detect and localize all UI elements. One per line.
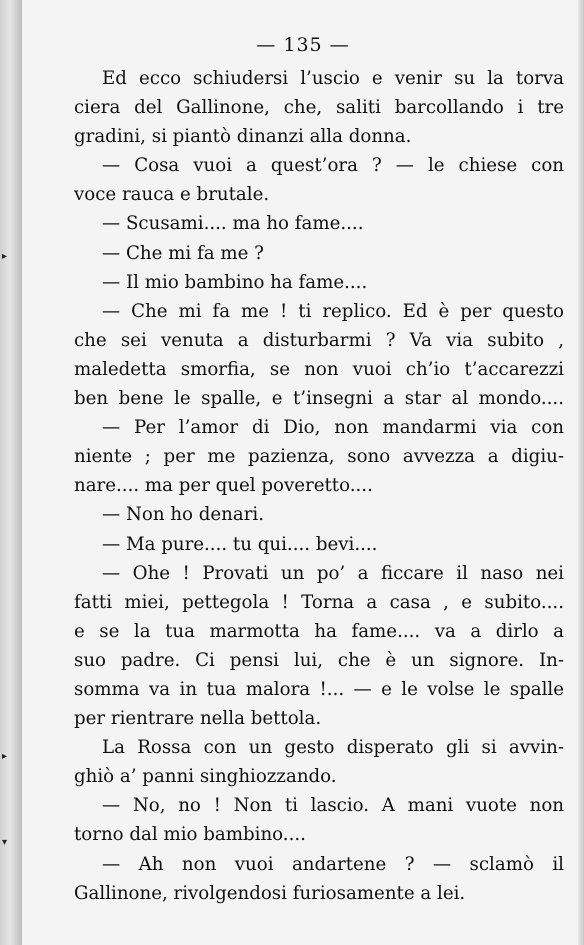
- text-line: ghiò a’ panni singhiozzando.: [74, 766, 337, 788]
- text-line: — Cosa vuoi a quest’ora ? — le chiese con: [102, 155, 564, 177]
- page-number: — 135 —: [256, 34, 350, 56]
- text-line: somma va in tua malora !... — e le volse le spalle: [74, 678, 564, 700]
- text-line: ben bene le spalle, e t’insegni a star al mondo....: [74, 388, 564, 410]
- gutter-mark: ▸: [2, 751, 8, 762]
- text-line: ciera del Gallinone, che, saliti barcollando i tre: [74, 97, 564, 119]
- text-line: — Scusami.... ma ho fame....: [102, 213, 364, 235]
- gutter-mark: ▸: [2, 251, 8, 262]
- text-line: suo padre. Ci pensi lui, che è un signore. In-: [74, 649, 564, 671]
- text-line: gradini, si piantò dinanzi alla donna.: [74, 126, 412, 148]
- page-edge: [578, 0, 584, 945]
- text-line: — Il mio bambino ha fame....: [102, 271, 368, 293]
- text-line: La Rossa con un gesto disperato gli si avvin-: [102, 737, 564, 759]
- text-line: voce rauca e brutale.: [74, 184, 270, 206]
- text-line: nare.... ma per quel poveretto....: [74, 475, 373, 497]
- text-line: — Che mi fa me ! ti replico. Ed è per questo: [102, 300, 564, 322]
- book-page: [22, 0, 584, 945]
- text-line: niente ; per me pazienza, sono avvezza a digiu-: [74, 446, 564, 468]
- text-line: — Ma pure.... tu qui.... bevi....: [102, 533, 378, 555]
- text-line: per rientrare nella bettola.: [74, 708, 322, 730]
- text-line: e se la tua marmotta ha fame.... va a dirlo a: [74, 620, 564, 642]
- text-line: che sei venuta a disturbarmi ? Va via subito ,: [74, 329, 564, 351]
- gutter-mark: ▾: [2, 837, 8, 848]
- text-line: maledetta smorfia, se non vuoi ch’io t’accarezzi: [74, 358, 564, 380]
- text-line: — No, no ! Non ti lascio. A mani vuote non: [102, 795, 564, 817]
- text-line: Gallinone, rivolgendosi furiosamente a lei.: [74, 882, 466, 904]
- text-line: — Che mi fa me ?: [102, 242, 264, 264]
- text-line: fatti miei, pettegola ! Torna a casa , e subito....: [74, 591, 564, 613]
- book-gutter: [0, 0, 22, 945]
- text-line: Ed ecco schiudersi l’uscio e venir su la torva: [102, 68, 564, 89]
- text-line: torno dal mio bambino....: [74, 824, 306, 846]
- page-text: [74, 64, 564, 908]
- text-line: — Per l’amor di Dio, non mandarmi via con: [102, 417, 564, 439]
- text-line: — Ohe ! Provati un po’ a ficcare il naso nei: [102, 562, 564, 584]
- text-line: — Non ho denari.: [102, 504, 265, 526]
- text-line: — Ah non vuoi andartene ? — sclamò il: [102, 853, 564, 875]
